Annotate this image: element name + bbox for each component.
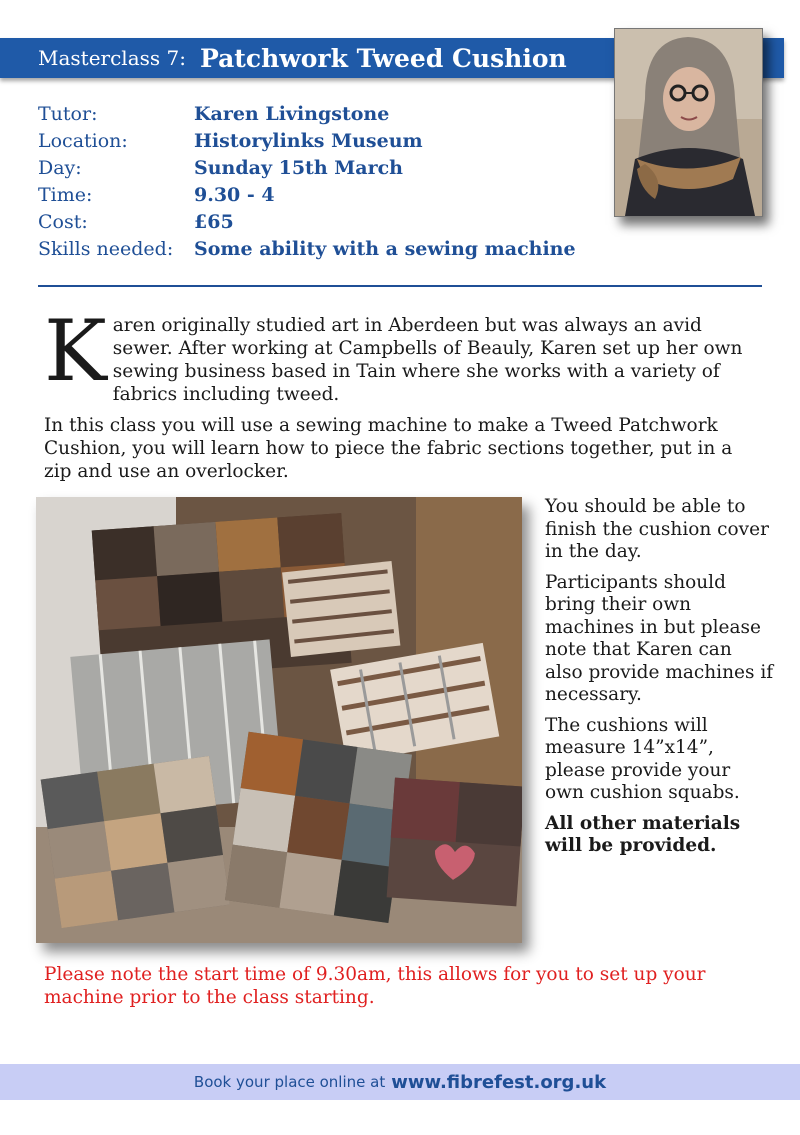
class-description: In this class you will use a sewing machine to make a Tweed Patchwork Cushion, you will learn how to piece the fabric sections together, put in a zip and use an overlocker. — [44, 415, 733, 482]
booking-lead: Book your place online at — [193, 1073, 386, 1091]
booking-footer — [0, 1064, 800, 1100]
detail-label: Skills needed: — [38, 237, 174, 260]
cushions-photo — [36, 497, 522, 943]
detail-value: Karen Livingstone — [194, 102, 390, 125]
detail-row-location — [38, 127, 576, 154]
side-note: Participants should bring their own machines in but please note that Karen can also provide machines if necessary. — [545, 571, 774, 705]
detail-label: Day: — [38, 156, 82, 179]
detail-value: £65 — [194, 210, 234, 233]
detail-label: Cost: — [38, 210, 88, 233]
side-note: You should be able to finish the cushion cover in the day. — [545, 496, 769, 562]
tutor-portrait — [614, 28, 763, 217]
page-title: Patchwork Tweed Cushion — [199, 43, 567, 73]
detail-label: Location: — [38, 129, 128, 152]
detail-label: Time: — [38, 183, 93, 206]
detail-value: Historylinks Museum — [194, 129, 423, 152]
detail-row-skills — [38, 235, 576, 262]
booking-link[interactable]: www.fibrefest.org.uk — [391, 1071, 607, 1093]
side-notes — [545, 496, 775, 866]
intro-paragraph — [44, 302, 760, 406]
detail-value: Some ability with a sewing machine — [194, 237, 576, 260]
detail-row-time — [38, 181, 576, 208]
class-details — [38, 100, 576, 262]
masterclass-number: Masterclass 7: — [38, 46, 186, 70]
detail-row-tutor — [38, 100, 576, 127]
detail-row-cost — [38, 208, 576, 235]
materials-note: All other materials will be provided. — [545, 812, 741, 856]
start-time-notice: Please note the start time of 9.30am, this allows for you to set up your machine prior to the class starting. — [44, 964, 706, 1008]
detail-label: Tutor: — [38, 102, 98, 125]
detail-value: Sunday 15th March — [194, 156, 403, 179]
side-note: The cushions will measure 14”x14”, please provide your own cushion squabs. — [545, 714, 740, 803]
intro-text — [44, 302, 760, 491]
detail-value: 9.30 - 4 — [194, 183, 275, 206]
drop-cap: K — [44, 302, 107, 400]
detail-row-day — [38, 154, 576, 181]
intro-paragraph-text: aren originally studied art in Aberdeen but was always an avid sewer. After working at Campbells of Beauly, Karen set up her own sewing business based in Tain where she works with a variety of fabrics including tweed. — [112, 315, 743, 405]
divider — [38, 285, 762, 287]
